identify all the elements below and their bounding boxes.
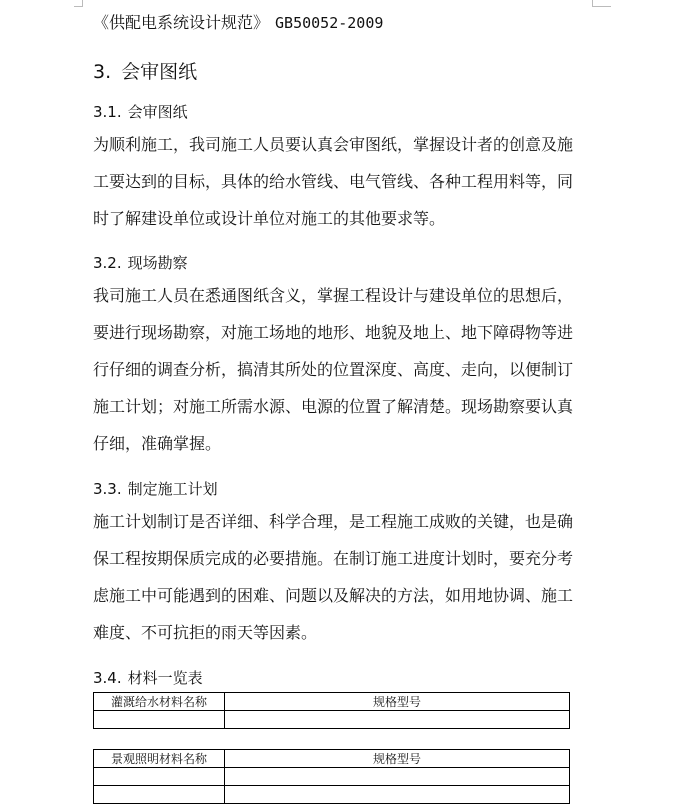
subsection-title: 会审图纸 [127, 103, 188, 121]
table-cell[interactable] [94, 786, 225, 804]
paragraph-3-2 [93, 277, 593, 462]
reference-code: GB50052-2009 [275, 14, 384, 32]
paragraph-line: 虑施工中可能遇到的困难、问题以及解决的方法，如用地协调、施工 [93, 586, 574, 605]
paragraph-line: 为顺利施工，我司施工人员要认真会审图纸，掌握设计者的创意及施 [93, 135, 574, 154]
table-header-cell: 规格型号 [225, 750, 570, 768]
subsection-heading-3-2 [93, 252, 188, 273]
table-header-row [94, 750, 570, 768]
table-row [94, 711, 570, 729]
paragraph-line: 工要达到的目标，具体的给水管线、电气管线、各种工程用料等，同 [93, 172, 574, 191]
paragraph-line: 行仔细的调查分析，搞清其所处的位置深度、高度、走向，以便制订 [93, 360, 574, 379]
paragraph-line: 施工计划制订是否详细、科学合理，是工程施工成败的关键，也是确 [93, 512, 574, 531]
subsection-heading-3-1 [93, 101, 188, 122]
paragraph-line: 保工程按期保质完成的必要措施。在制订施工进度计划时，要充分考 [93, 549, 574, 568]
table-header-row [94, 693, 570, 711]
paragraph-line: 仔细，准确掌握。 [93, 434, 222, 453]
paragraph-3-3 [93, 503, 593, 651]
table-header-cell: 规格型号 [225, 693, 570, 711]
irrigation-materials-table [93, 692, 570, 729]
paragraph-line: 要进行现场勘察，对施工场地的地形、地貌及地上、地下障碍物等进 [93, 323, 574, 342]
table-header-cell: 景观照明材料名称 [94, 750, 225, 768]
section-title: 会审图纸 [121, 61, 198, 83]
reference-line [93, 10, 383, 33]
section-number: 3. [93, 61, 112, 83]
subsection-number: 3.3. [93, 480, 122, 498]
paragraph-line: 时了解建设单位或设计单位对施工的其他要求等。 [93, 209, 446, 228]
table-cell[interactable] [225, 768, 570, 786]
subsection-heading-3-3 [93, 478, 218, 499]
table-cell[interactable] [225, 786, 570, 804]
subsection-title: 材料一览表 [127, 669, 203, 687]
paragraph-line: 难度、不可抗拒的雨天等因素。 [93, 623, 318, 642]
subsection-number: 3.4. [93, 669, 122, 687]
paragraph-line: 施工计划；对施工所需水源、电源的位置了解清楚。现场勘察要认真 [93, 397, 574, 416]
table-cell[interactable] [94, 711, 225, 729]
table-row [94, 768, 570, 786]
table-row [94, 786, 570, 804]
table-cell[interactable] [225, 711, 570, 729]
subsection-number: 3.2. [93, 254, 122, 272]
page-corner-mark-right [592, 0, 611, 7]
subsection-title: 现场勘察 [127, 254, 188, 272]
table-header-cell: 灌溉给水材料名称 [94, 693, 225, 711]
reference-title: 《供配电系统设计规范》 [93, 13, 270, 32]
subsection-title: 制定施工计划 [127, 480, 218, 498]
subsection-heading-3-4 [93, 667, 203, 688]
paragraph-line: 我司施工人员在悉通图纸含义，掌握工程设计与建设单位的思想后， [93, 286, 574, 305]
table-cell[interactable] [94, 768, 225, 786]
subsection-number: 3.1. [93, 103, 122, 121]
section-heading [93, 57, 197, 84]
lighting-materials-table [93, 749, 570, 804]
page-corner-mark-left [74, 0, 83, 7]
paragraph-3-1 [93, 126, 593, 237]
